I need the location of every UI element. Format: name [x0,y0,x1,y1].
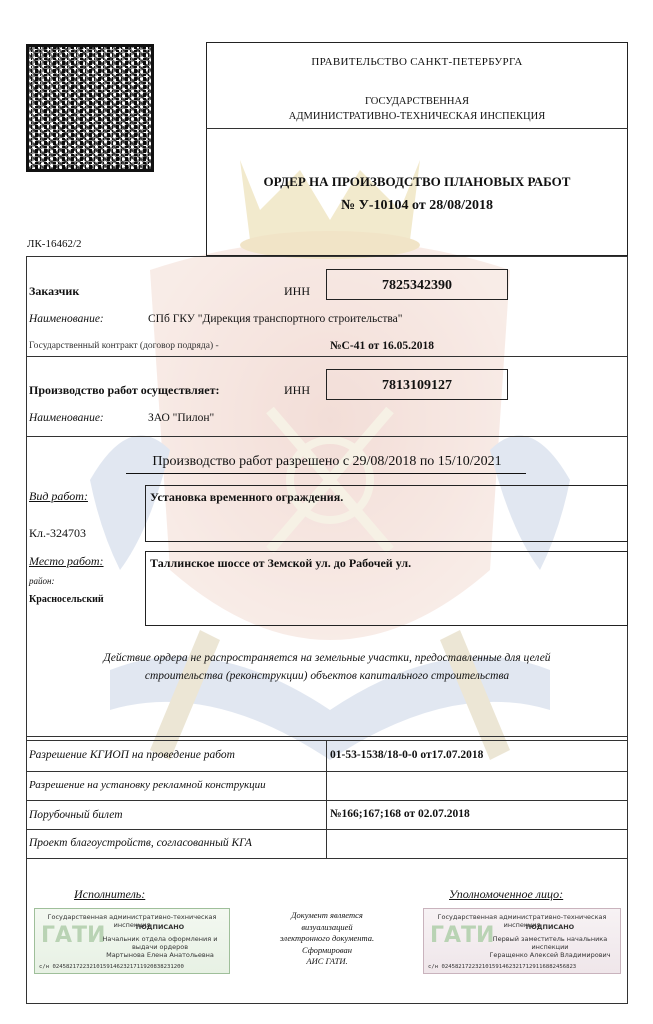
customer-name-label: Наименование: [29,313,104,325]
gati-logo-icon: ГАТИ [430,923,495,948]
note-line-1: Действие ордера не распространяется на земельные участки, предоставленные для целей [103,652,551,664]
form-code: ЛК-16462/2 [27,238,82,250]
work-kl: Кл.-324703 [29,526,86,540]
doc-note: Документ является визуализацией электронного документа. Сформирован АИС ГАТИ. [279,910,375,966]
place-text: Таллинское шоссе от Земской ул. до Рабочей ул. [150,556,412,570]
order-title: ОРДЕР НА ПРОИЗВОДСТВО ПЛАНОВЫХ РАБОТ [263,174,571,189]
place-label: Место работ: [29,554,104,568]
order-number: № У-10104 от 28/08/2018 [341,198,493,213]
work-type-text: Установка временного ограждения. [150,490,344,504]
contractor-inn-label: ИНН [284,383,310,397]
permit-label-3: Проект благоустройств, согласованный КГА [29,837,252,849]
qr-code-overlay [26,44,154,172]
gati-logo-icon: ГАТИ [41,923,106,948]
permit-value-2: №166;167;168 от 02.07.2018 [330,808,470,820]
note-line-2: строительства (реконструкции) объектов капитального строительства [144,670,510,682]
header-box [206,42,628,256]
district-label: район: [29,576,55,586]
signature-stamp-authorized: Государственная административно-техническая инспекция ГАТИ ПОДПИСАНО Первый заместитель начальника инспекции Геращенко Алексей Владимирович с/н 024582172232101591462321712911688245682​3 [423,908,621,974]
contractor-inn: 7813109127 [326,369,508,400]
contractor-name-label: Наименование: [29,412,104,424]
work-type-label: Вид работ: [29,489,88,503]
contractor-name: ЗАО "Пилон" [148,412,215,424]
customer-name: СПб ГКУ "Дирекция транспортного строительства" [148,313,403,325]
customer-inn: 7825342390 [326,269,508,300]
customer-label: Заказчик [29,284,80,298]
permit-label-1: Разрешение на установку рекламной конструкции [29,779,266,791]
permit-label-0: Разрешение КГИОП на проведение работ [29,749,235,761]
executor-label: Исполнитель: [74,887,146,901]
place-value [145,551,628,626]
header-inspection-1: ГОСУДАРСТВЕННАЯ [364,96,470,107]
works-period: Производство работ разрешено с 29/08/2018 по 15/10/2021 [152,454,502,469]
contractor-label: Производство работ осуществляет: [29,383,220,397]
permit-value-0: 01-53-1538/18-0-0 от17.07.2018 [330,749,484,761]
contract-label: Государственный контракт (договор подряда) - [29,341,219,351]
header-inspection-2: АДМИНИСТРАТИВНО-ТЕХНИЧЕСКАЯ ИНСПЕКЦИЯ [288,111,546,122]
district-value: Красносельский [29,594,104,605]
work-type-value [145,485,628,542]
customer-inn-label: ИНН [284,284,310,298]
signature-stamp-executor: Государственная административно-техническая инспекция ГАТИ ПОДПИСАНО Начальник отдела оформления и выдачи ордеров Мартынова Елена Анатольевна с/н 02458217223210159146232171192083823120​0 [34,908,230,974]
header-gov: ПРАВИТЕЛЬСТВО САНКТ-ПЕТЕРБУРГА [311,56,523,68]
authorized-label: Уполномоченное лицо: [449,887,564,901]
permit-label-2: Порубочный билет [29,809,123,821]
contract-value: №С-41 от 16.05.2018 [330,340,434,352]
